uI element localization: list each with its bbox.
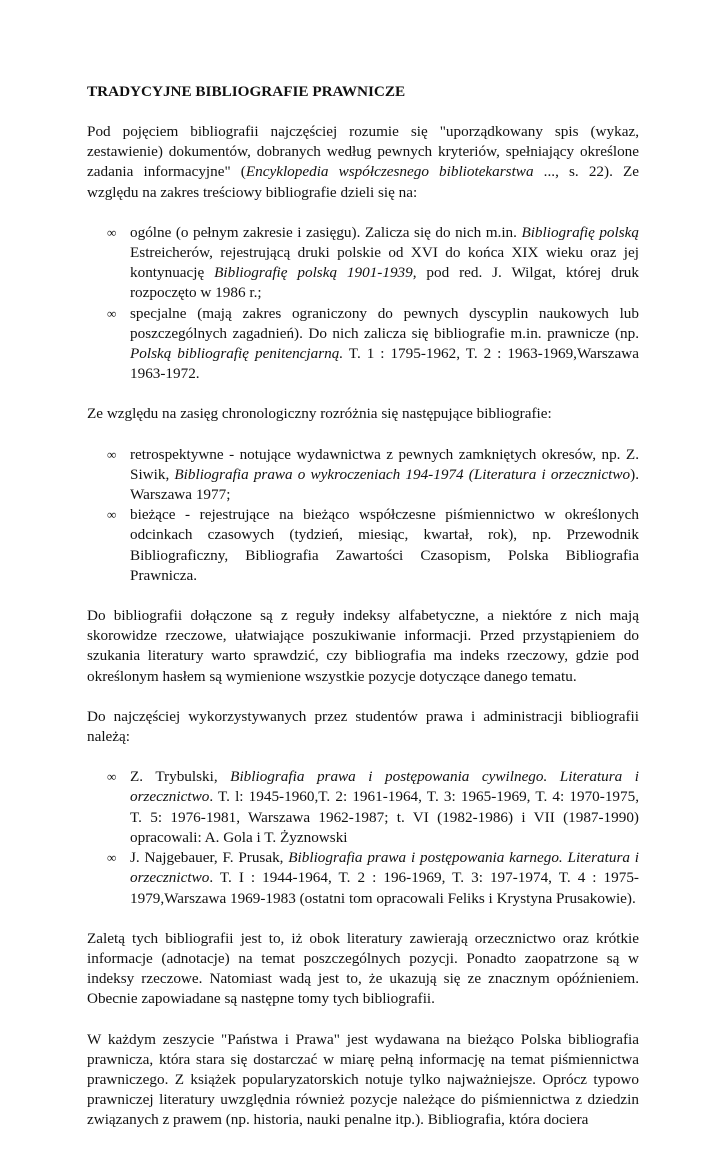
text-run: retrospektywne - notujące wydawnictwa z pewnych zamkniętych okresów, np. Z. Siwik, (130, 445, 639, 483)
italic-citation: Encyklopedia współczesnego bibliotekarstwa (245, 163, 534, 181)
paragraph-indexes: Do bibliografii dołączone są z reguły indeksy alfabetyczne, a niektóre z nich mają skorowidze rzeczowe, ułatwiające poszukiwanie informacji. Przed przystąpieniem do szukania literatury warto sprawdzić, czy bibliografia ma indeks rzeczowy, gdzie pod określonym hasłem są wymienione wszystkie pozycje dotyczące danego tematu. (87, 607, 639, 685)
text-run: , pod red. J. Wilgat, której druk rozpoczęto w 1986 r.; (130, 264, 639, 302)
paragraph-advantages: Zaletą tych bibliografii jest to, iż obok literatury zawierają orzecznictwo oraz krótkie informacje (adnotacje) na temat poszczególnych pozycji. Ponadto zaopatrzone są w indeksy rzeczowe. Natomiast wadą jest to, że ukazują się ze znacznym opóźnieniem. Obecnie zapowiadane są następne tomy tych bibliografii. (87, 929, 639, 1008)
list-scope (87, 223, 639, 385)
list-item-trybulski (87, 767, 639, 848)
italic-citation: Bibliografia prawa o wykroczeniach 194-1974 (Literatura i orzecznictwo (174, 465, 631, 483)
infinity-bullet-icon: ∞ (107, 850, 117, 866)
text-run: ogólne (o pełnym zakresie i zasięgu). Zalicza się do nich m.in. (130, 223, 522, 241)
paragraph-student-bibliographies: Do najczęściej wykorzystywanych przez studentów prawa i administracji bibliografii należą: (87, 707, 639, 746)
paragraph-chronology: Ze względu na zasięg chronologiczny rozróżnia się następujące bibliografie: (87, 405, 552, 423)
text-run: T. 1 : 1795-1962, T. 2 : 1963-1969,Warszawa 1963-1972. (130, 345, 639, 383)
text-run: . T. l: 1945-1960,T. 2: 1961-1964, T. 3: 1965-1969, T. 4: 1970-1975, T. 5: 1976-1981, Warszawa 1962-1987; t. VI (1982-1986) i VII (1987-1990) opracowali: A. Gola i T. Żyznowski (130, 788, 639, 846)
document-page (87, 82, 639, 1151)
italic-citation: Bibliografia prawa i postępowania karnego. Literatura i orzecznictwo (130, 849, 639, 887)
paragraph-definition (87, 122, 639, 203)
text-run: bieżące - rejestrujące na bieżąco współczesne piśmiennictwo w określonych odcinkach czasowych (tydzień, miesiąc, kwartał, rok), np. Przewodnik Bibliograficzny, Bibliografia Zawartości Czasopism, Polska Bibliografia Prawnicza. (130, 506, 639, 584)
text-run: J. Najgebauer, F. Prusak, (130, 849, 289, 867)
list-student-bibliographies (87, 767, 639, 908)
text-run: ..., s. 22). Ze względu na zakres treściowy bibliografie dzieli się na: (87, 163, 640, 201)
text-run: . T. I : 1944-1964, T. 2 : 196-1969, T. 3: 197-1974, T. 4 : 1975-1979,Warszawa 1969-1983 (ostatni tom opracowali Feliks i Krystyna Prusakowie). (130, 869, 639, 907)
italic-citation: Bibliografia prawa i postępowania cywilnego. Literatura i orzecznictwo (130, 768, 639, 806)
text-run: Estreicherów, rejestrującą druki polskie od XVI do końca XIX wieku oraz jej kontynuację (130, 244, 639, 282)
document-title: TRADYCYJNE BIBLIOGRAFIE PRAWNICZE (87, 83, 406, 100)
italic-citation: Bibliografię polską (521, 223, 639, 241)
italic-citation: Polską bibliografię penitencjarną. (130, 345, 344, 363)
infinity-bullet-icon: ∞ (107, 769, 117, 785)
list-item-general (87, 223, 639, 304)
infinity-bullet-icon: ∞ (107, 507, 117, 523)
text-run: specjalne (mają zakres ograniczony do pewnych dyscyplin naukowych lub poszczególnych zagadnień). Do nich zalicza się bibliografie m.in. prawnicze (np. (130, 304, 639, 342)
paragraph-panstwo-i-prawo: W każdym zeszycie "Państwa i Prawa" jest wydawana na bieżąco Polska bibliografia prawnicza, która stara się dostarczać w miarę pełną informację na temat piśmiennictwa prawniczego. Z książek popularyzatorskich notuje tylko najważniejsze. Oprócz typowo prawniczej literatury uwzględnia również pozycje należące do piśmiennictwa z dziedzin związanych z prawem (np. historia, nauki penalne itp.). Bibliografia, która dociera (87, 1030, 639, 1129)
text-run: ). Warszawa 1977; (130, 465, 639, 504)
list-item-retrospective (87, 445, 639, 506)
list-chronology (87, 445, 639, 586)
text-run: Pod pojęciem bibliografii najczęściej rozumie się "uporządkowany spis (wykaz, zestawienie) dokumentów, dobranych według pewnych kryteriów, spełniający określone zadania informacyjne" ( (87, 123, 639, 181)
list-item-special (87, 304, 639, 385)
list-item-najgebauer (87, 848, 639, 909)
list-item-current (87, 505, 639, 586)
italic-citation: Bibliografię polską 1901-1939 (214, 264, 413, 282)
infinity-bullet-icon: ∞ (107, 305, 117, 321)
infinity-bullet-icon: ∞ (107, 224, 117, 240)
infinity-bullet-icon: ∞ (107, 446, 117, 462)
text-run: Z. Trybulski, (130, 768, 231, 786)
